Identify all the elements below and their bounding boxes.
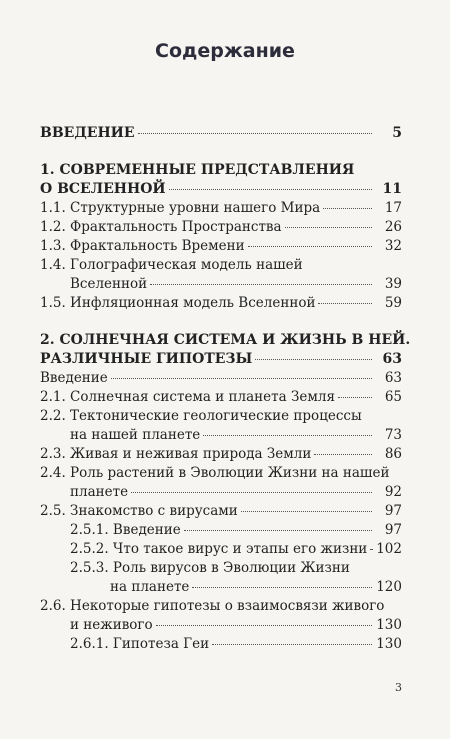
dot-leader — [184, 529, 372, 531]
dot-leader — [241, 510, 372, 512]
toc-entry-line — [40, 426, 402, 445]
toc-entry-page: 97 — [384, 522, 402, 538]
dot-leader — [156, 624, 372, 626]
toc-entry-title: 1.2. Фрактальность Пространства — [40, 219, 282, 235]
toc-entry-line — [70, 635, 402, 654]
table-of-contents — [40, 124, 411, 654]
toc-entry-title: 2.1. Солнечная система и планета Земля — [40, 389, 335, 405]
toc-entry-line — [40, 388, 402, 407]
toc-entry-line — [70, 578, 402, 597]
toc-entry-page: 5 — [392, 125, 402, 141]
toc-entry-page: 120 — [376, 579, 402, 595]
page-title: Содержание — [155, 40, 295, 62]
toc-entry-title-line: 2.4. Роль растений в Эволюции Жизни на нашей — [40, 465, 390, 481]
toc-entry-line — [40, 275, 402, 294]
toc-entry — [40, 635, 402, 654]
toc-entry-page: 86 — [384, 446, 402, 462]
toc-entry-line — [40, 294, 402, 313]
toc-entry-title: 2.3. Живая и неживая природа Земли — [40, 446, 312, 462]
dot-leader — [318, 302, 372, 304]
toc-entry-page: 26 — [384, 219, 402, 235]
dot-leader — [323, 207, 372, 209]
toc-entry — [40, 331, 411, 369]
dot-leader — [314, 453, 372, 455]
toc-entry — [40, 161, 402, 199]
toc-entry-line — [40, 445, 402, 464]
toc-entry-title-line: 2. СОЛНЕЧНАЯ СИСТЕМА И ЖИЗНЬ В НЕЙ. — [40, 332, 411, 348]
dot-leader — [338, 396, 372, 398]
toc-entry-page: 65 — [384, 389, 402, 405]
toc-entry-line — [70, 540, 402, 559]
toc-entry-title: 2.5.1. Введение — [70, 522, 181, 538]
toc-entry-page: 32 — [384, 238, 402, 254]
toc-entry — [40, 464, 402, 502]
toc-entry-page: 97 — [384, 503, 402, 519]
toc-entry — [40, 294, 402, 313]
toc-entry-title: 2.5. Знакомство с вирусами — [40, 503, 238, 519]
toc-entry — [40, 256, 402, 294]
toc-entry-page: 17 — [384, 200, 402, 216]
toc-entry-title: Введение — [40, 370, 108, 386]
toc-entry-title: О ВСЕЛЕННОЙ — [40, 181, 166, 197]
toc-entry-page: 102 — [376, 541, 402, 557]
toc-entry — [40, 369, 402, 388]
toc-entry-title: ВВЕДЕНИЕ — [40, 125, 135, 141]
toc-entry — [40, 388, 402, 407]
toc-entry — [40, 521, 402, 540]
toc-entry-line — [40, 124, 402, 143]
toc-entry-line — [40, 199, 402, 218]
dot-leader — [131, 491, 372, 493]
toc-entry — [40, 237, 402, 256]
toc-entry — [40, 502, 402, 521]
toc-entry-line — [40, 350, 402, 369]
toc-entry — [40, 199, 402, 218]
toc-entry-line — [70, 521, 402, 540]
dot-leader — [285, 226, 372, 228]
toc-entry-line — [40, 237, 402, 256]
toc-entry-title: планете — [70, 484, 129, 500]
toc-entry-title: Вселенной — [70, 276, 148, 292]
dot-leader — [255, 358, 372, 360]
toc-entry — [40, 540, 402, 559]
dot-leader — [212, 643, 372, 645]
toc-entry-title: и неживого — [70, 617, 153, 633]
page-number: 3 — [395, 681, 402, 694]
toc-entry — [40, 218, 402, 237]
toc-entry-page: 130 — [376, 636, 402, 652]
toc-entry-page: 130 — [376, 617, 402, 633]
toc-entry-page: 92 — [384, 484, 402, 500]
toc-entry-title-line: 1.4. Голографическая модель нашей — [40, 257, 303, 273]
toc-entry-line — [40, 369, 402, 388]
toc-entry-title: 1.1. Структурные уровни нашего Мира — [40, 200, 321, 216]
dot-leader — [111, 377, 372, 379]
dot-leader — [138, 132, 372, 134]
dot-leader — [169, 188, 372, 190]
toc-entry — [40, 559, 402, 597]
toc-entry-title-line: 2.5.3. Роль вирусов в Эволюции Жизни — [70, 560, 350, 576]
toc-entry-page: 11 — [382, 181, 402, 197]
toc-entry-title: РАЗЛИЧНЫЕ ГИПОТЕЗЫ — [40, 351, 253, 367]
toc-entry-title: на планете — [110, 579, 190, 595]
toc-entry-title: 1.5. Инфляционная модель Вселенной — [40, 295, 316, 311]
toc-entry-page: 39 — [384, 276, 402, 292]
toc-entry-line — [40, 483, 402, 502]
dot-leader — [370, 548, 372, 550]
toc-entry-title: 1.3. Фрактальность Времени — [40, 238, 245, 254]
toc-entry — [40, 597, 402, 635]
toc-entry-page: 63 — [382, 351, 402, 367]
dot-leader — [192, 586, 372, 588]
dot-leader — [248, 245, 372, 247]
toc-entry-title-line: 2.2. Тектонические геологические процессы — [40, 408, 362, 424]
dot-leader — [150, 283, 372, 285]
toc-entry — [40, 445, 402, 464]
toc-entry-title: на нашей планете — [70, 427, 201, 443]
dot-leader — [203, 434, 372, 436]
toc-entry — [40, 407, 402, 445]
toc-entry-line — [40, 180, 402, 199]
toc-entry-title-line: 2.6. Некоторые гипотезы о взаимосвязи живого — [40, 598, 385, 614]
toc-entry-title: 2.6.1. Гипотеза Геи — [70, 636, 210, 652]
toc-entry-title-line: 1. СОВРЕМЕННЫЕ ПРЕДСТАВЛЕНИЯ — [40, 162, 355, 178]
toc-entry-line — [40, 616, 402, 635]
toc-entry-line — [40, 218, 402, 237]
toc-entry-page: 59 — [384, 295, 402, 311]
toc-entry — [40, 124, 402, 143]
toc-entry-page: 63 — [384, 370, 402, 386]
toc-entry-page: 73 — [384, 427, 402, 443]
toc-entry-title: 2.5.2. Что такое вирус и этапы его жизни — [70, 541, 368, 557]
toc-entry-line — [40, 502, 402, 521]
